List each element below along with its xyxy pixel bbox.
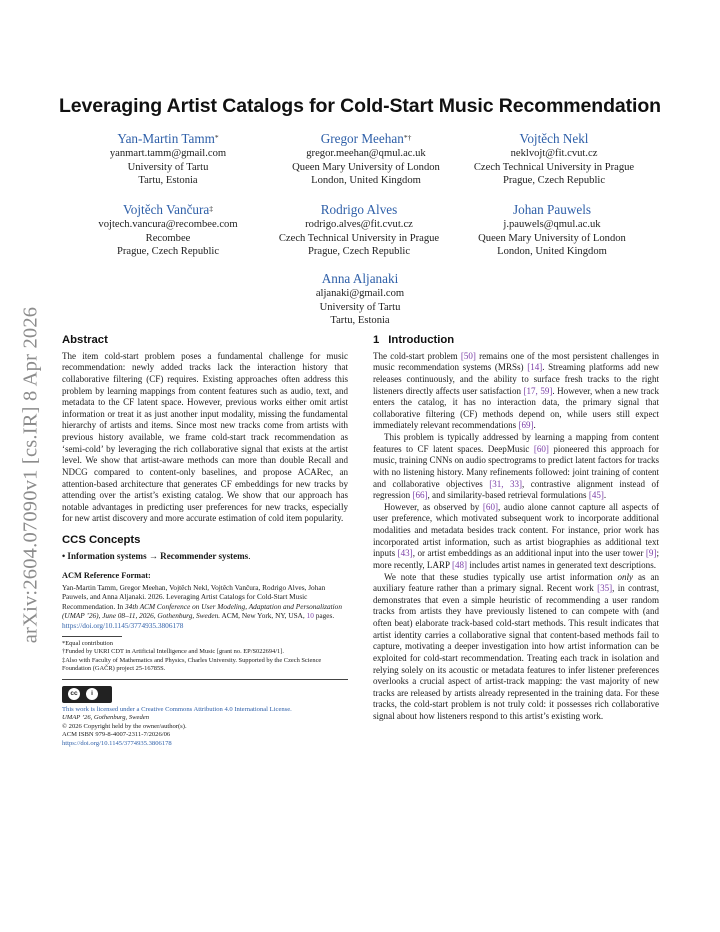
citation-link[interactable]: [48]: [451, 559, 468, 570]
author-block: [254, 201, 464, 259]
attribution-icon: i: [86, 688, 98, 700]
author-email: neklvojt@fit.cvut.cz: [510, 148, 598, 159]
author-affiliation: University of Tartu: [319, 301, 401, 313]
author-block: [255, 270, 465, 328]
intro-paragraph: This problem is typically addressed by learning a mapping from content features to CF latent spaces. DeepMusic [60] pioneered this approach for music, training CNNs on audio spectrograms to predict latent factors for tracks with no listening history. Many refinements followed: joint training of content and collaborative objectives [31, 33], contrastive alignment instead of regression [66], and similarity-based retrieval formulations [45].: [373, 432, 659, 501]
author-block: [63, 201, 273, 259]
author-email: yanmart.tamm@gmail.com: [109, 148, 227, 159]
intro-paragraph: However, as observed by [60], audio alone cannot capture all aspects of user preference, which motivated subsequent work to incorporate additional modalities and metadata besides track content. For instance, prior work has incorporated artist information, such as artist biographies as additional text inputs [43], or artist embeddings as an additional input into the user tower [9]; more recently, LARP [48] includes artist names in generated text descriptions.: [373, 501, 659, 570]
author-email: rodrigo.alves@fit.cvut.cz: [305, 219, 413, 230]
footnote: ‡Also with Faculty of Mathematics and Physics, Charles University. Supported by the Czech Science Foundation (GAČR) project 25-16785S.: [62, 656, 322, 673]
ccs-heading: CCS Concepts: [62, 534, 141, 546]
right-column: [373, 335, 659, 723]
citation-link[interactable]: [45]: [588, 490, 604, 501]
author-block: [449, 130, 659, 188]
license-block: [62, 706, 348, 749]
citation-link[interactable]: [60]: [482, 501, 498, 512]
citation-link[interactable]: [14]: [527, 362, 543, 373]
author-name[interactable]: Anna Aljanaki: [321, 271, 399, 286]
ccs-concepts: • Information systems → Recommender systems.: [62, 550, 251, 561]
cc-icon: cc: [68, 688, 80, 700]
footnotes: [62, 640, 348, 674]
license-doi-link[interactable]: https://doi.org/10.1145/3774935.3806178: [62, 739, 172, 747]
author-name[interactable]: Vojtěch Nekl: [519, 131, 589, 146]
author-affiliation: Recombee: [145, 232, 191, 244]
footnote: *Equal contribution: [62, 639, 113, 647]
reference-doi-link[interactable]: https://doi.org/10.1145/3774935.3806178: [62, 620, 184, 630]
author-location: Tartu, Estonia: [330, 315, 390, 327]
cc-by-license-icon[interactable]: [62, 686, 112, 703]
license-isbn: ACM ISBN 979-8-4007-2311-7/2026/06: [62, 731, 171, 739]
reference-heading: ACM Reference Format:: [62, 571, 151, 581]
author-name[interactable]: Johan Pauwels: [512, 202, 592, 217]
citation-link[interactable]: [9]: [645, 548, 657, 559]
author-block: [447, 201, 657, 259]
author-email: j.pauwels@qmul.ac.uk: [503, 219, 601, 230]
citation-link[interactable]: [43]: [397, 548, 413, 559]
citation-link[interactable]: [69]: [518, 420, 534, 431]
license-link[interactable]: This work is licensed under a Creative Commons Attribution 4.0 International License.: [62, 705, 292, 713]
author-location: Prague, Czech Republic: [116, 246, 220, 258]
author-block: [261, 130, 471, 188]
author-location: Prague, Czech Republic: [307, 246, 411, 258]
arxiv-identifier: arXiv:2604.07090v1 [cs.IR] 8 Apr 2026: [19, 306, 42, 644]
reference-text: Yan-Martin Tamm, Gregor Meehan, Vojtěch Nekl, Vojtěch Vančura, Rodrigo Alves, Johan Pauwels, and Anna Aljanaki. 2026. Leveraging Artist Catalogs for Cold-Start Music Recommendation. In 34th ACM Conference on User Modeling, Adaptation and Personalization (UMAP ’26), June 08–11, 2026, Gothenburg, Sweden. ACM, New York, NY, USA, 10 pages. https://doi.org/10.1145/3774935.3806178: [62, 582, 342, 630]
citation-link[interactable]: [66]: [412, 490, 428, 501]
paper-title: Leveraging Artist Catalogs for Cold-Start Music Recommendation: [59, 95, 661, 117]
author-name[interactable]: Vojtěch Vančura‡: [122, 202, 214, 217]
license-venue: UMAP ’26, Gothenburg, Sweden: [62, 714, 149, 722]
author-location: London, United Kingdom: [497, 246, 607, 258]
author-affiliation: Queen Mary University of London: [292, 161, 440, 173]
license-copyright: © 2026 Copyright held by the owner/author(s).: [62, 722, 187, 730]
author-affiliation: Czech Technical University in Prague: [278, 232, 440, 244]
author-email: aljanaki@gmail.com: [315, 288, 405, 299]
author-block: [63, 130, 273, 188]
intro-paragraph: The cold-start problem [50] remains one of the most persistent challenges in music recommendation systems (MRSs) [14]. Streaming platforms add new releases continuously, and the ability to surface fresh tracks to the right listeners directly affects user satisfaction [17, 59]. However, when a new track enters the catalog, it has no interaction data, the primary signal that collaborative filtering (CF) methods depend on, while users still expect immediately relevant recommendations [69].: [373, 350, 659, 431]
left-column: [62, 335, 348, 748]
author-location: Prague, Czech Republic: [502, 175, 606, 187]
author-location: Tartu, Estonia: [138, 175, 198, 187]
intro-heading: 1 Introduction: [373, 334, 455, 346]
citation-link[interactable]: [60]: [533, 443, 549, 454]
footnote: †Funded by UKRI CDT in Artificial Intelligence and Music [grant no. EP/S022694/1].: [62, 648, 284, 656]
author-location: London, United Kingdom: [311, 175, 421, 187]
abstract-text: The item cold-start problem poses a fundamental challenge for music recommendation: newly added tracks lack the interaction history that collaborative filtering (CF) requires. Existing approaches often address this problem by learning mappings from content features such as audio, text, and metadata to the CF latent space. However, previous works either omit artist information or treat it as just another input modality, missing the fundamental hierarchy of artists and items. Since most new tracks come from artists with previous history available, we frame cold-start track recommendation as ‘semi-cold’ by leveraging the rich collaborative signal that exists at the artist level. We show that artist-aware methods can more than double Recall and NDCG compared to content-only baselines, and propose ACARec, an attention-based architecture that generates CF embeddings for new tracks by attending over the artist’s existing catalog. We show that our approach has notable advantages in predicting user preferences for new tracks, especially for new artist discovery and more accurate estimation of cold item popularity.: [62, 350, 348, 524]
arxiv-stamp: [12, 265, 50, 685]
author-name[interactable]: Rodrigo Alves: [320, 202, 398, 217]
abstract-heading: Abstract: [62, 334, 108, 346]
author-affiliation: University of Tartu: [127, 161, 209, 173]
citation-link[interactable]: [31, 33]: [489, 478, 523, 489]
license-divider: [62, 679, 348, 680]
footnote-divider: [62, 636, 122, 637]
author-name[interactable]: Gregor Meehan*†: [320, 131, 412, 146]
author-email: gregor.meehan@qmul.ac.uk: [306, 148, 426, 159]
author-affiliation: Queen Mary University of London: [478, 232, 626, 244]
citation-link[interactable]: [35]: [597, 583, 613, 594]
citation-link[interactable]: [17, 59]: [523, 385, 553, 396]
author-affiliation: Czech Technical University in Prague: [473, 161, 635, 173]
author-name[interactable]: Yan-Martin Tamm*: [117, 131, 219, 146]
citation-link[interactable]: [50]: [460, 350, 476, 361]
author-email: vojtech.vancura@recombee.com: [98, 219, 238, 230]
intro-paragraph: We note that these studies typically use artist information only as an auxiliary feature rather than a primary signal. Recent work [35], in contrast, demonstrates that even a simple heuristic of recommending a user random tracks from artists they have previously listened to can compete with (and often beat) elaborate track-based cold-start methods. This result indicates that artist identity carries a collaborative signal that content-based methods fail to capture, motivating a deeper investigation into how artist information can be exploited for cold-start recommendation. Treating each track in isolation and relying solely on its acoustic or metadata features to infer listener preferences overlooks a crucial aspect of artist-track mapping: the vast majority of new tracks are released by artists already represented in the training data. For these tracks, the cold-start problem is not truly cold: it possesses rich collaborative signal about how listeners respond to this artist’s existing work.: [373, 571, 659, 721]
acm-reference: [62, 570, 348, 630]
